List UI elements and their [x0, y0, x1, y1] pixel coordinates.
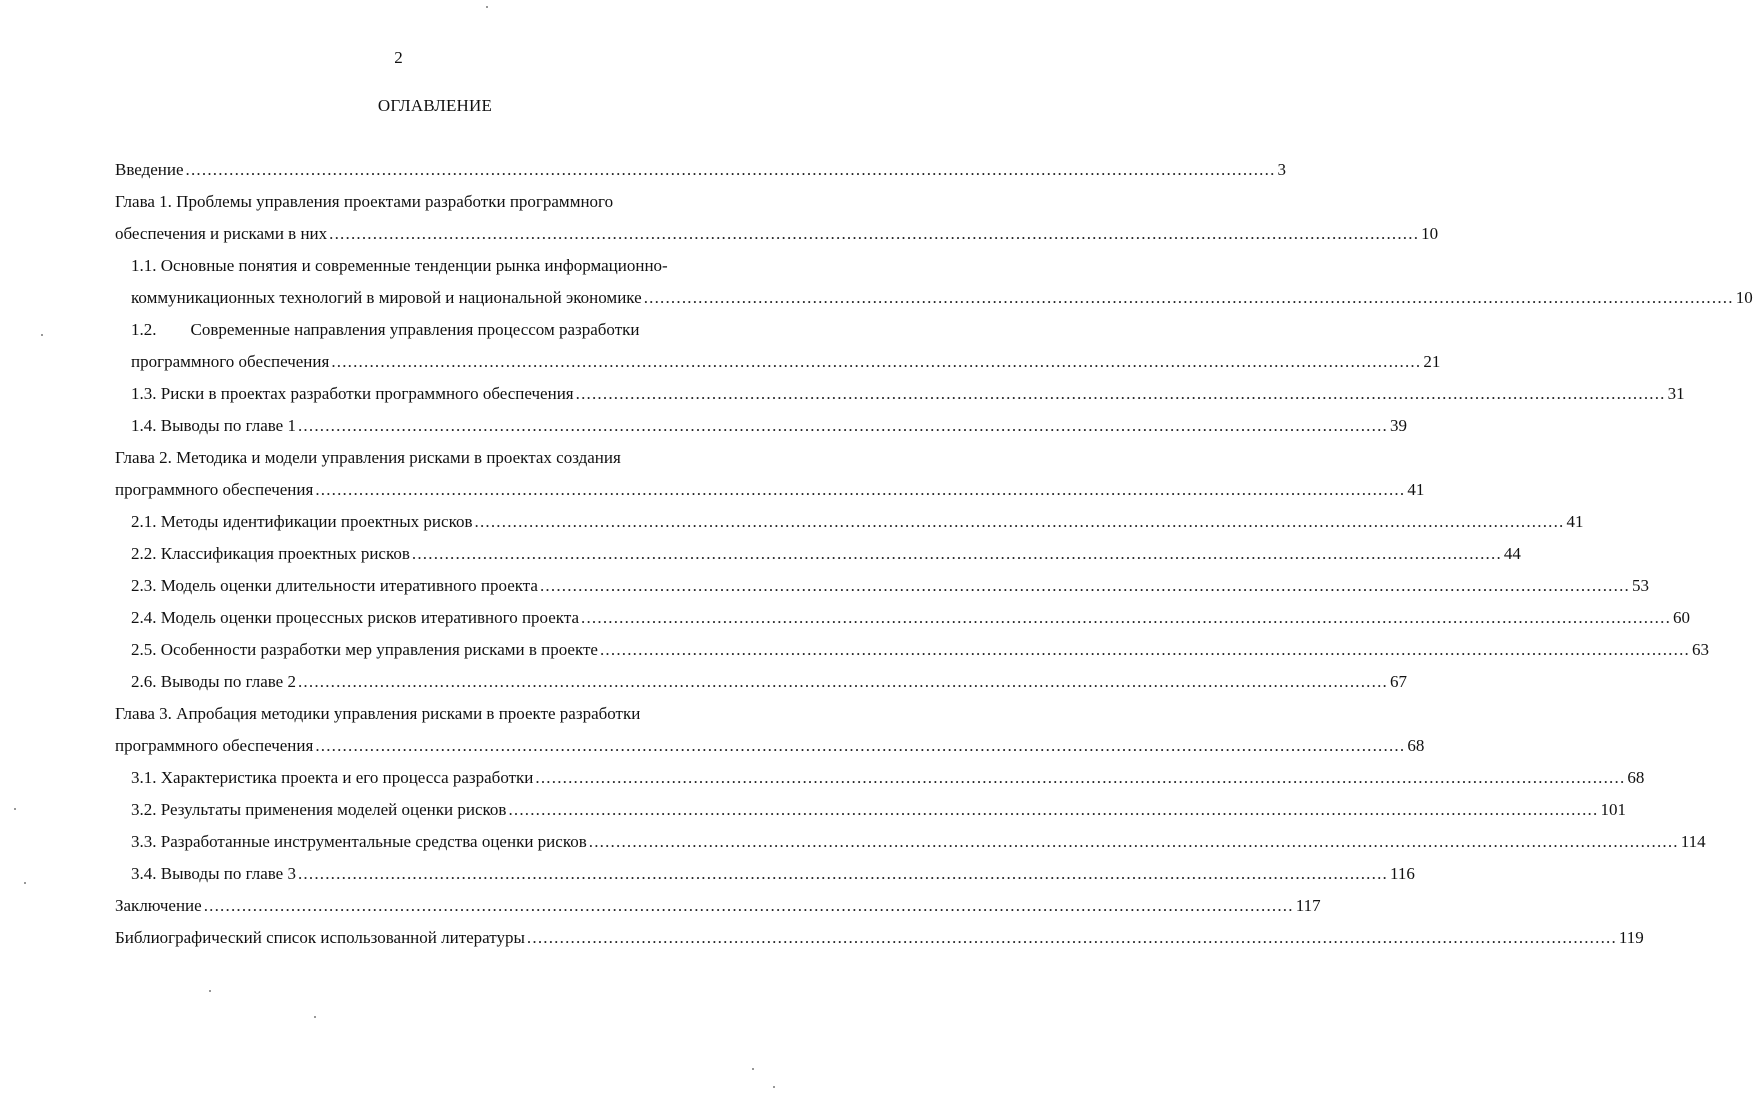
dot-leader: ........................................................................................................................................................................................................ [539, 576, 1630, 595]
toc-page-number: 41 [1566, 512, 1584, 531]
dot-leader: ........................................................................................................................................................................................................ [297, 864, 1388, 883]
toc-entry-text: программного обеспечения [115, 736, 314, 755]
toc-page-number: 41 [1407, 480, 1425, 499]
toc-entry-text: 1.3. Риски в проектах разработки программного обеспечения [131, 384, 574, 403]
toc-entry-text: Глава 2. Методика и модели управления рисками в проектах создания [115, 448, 621, 467]
toc-entry-text: 2.3. Модель оценки длительности итеративного проекта [131, 576, 538, 595]
toc-entry-text: Заключение [115, 896, 202, 915]
toc-entry-text: программного обеспечения [131, 352, 330, 371]
toc-page-number: 119 [1618, 928, 1644, 947]
scan-speck [41, 334, 43, 336]
toc-entry-text: 1.2. Современные направления управления процессом разработки [131, 320, 640, 339]
toc-entry-text: программного обеспечения [115, 480, 314, 499]
dot-leader: ........................................................................................................................................................................................................ [203, 896, 1294, 915]
dot-leader: ........................................................................................................................................................................................................ [315, 736, 1406, 755]
toc-page-number: 68 [1407, 736, 1425, 755]
toc-entry-text: 3.4. Выводы по главе 3 [131, 864, 296, 883]
toc-page-number: 31 [1667, 384, 1685, 403]
toc-page-number: 63 [1691, 640, 1709, 659]
dot-leader: ........................................................................................................................................................................................................ [315, 480, 1406, 499]
toc-page-number: 21 [1423, 352, 1441, 371]
toc-entry-text: 3.1. Характеристика проекта и его процесса разработки [131, 768, 534, 787]
toc-entry-text: обеспечения и рисками в них [115, 224, 328, 243]
toc-entry-text: 2.2. Классификация проектных рисков [131, 544, 410, 563]
toc-entry-text: 3.3. Разработанные инструментальные средства оценки рисков [131, 832, 587, 851]
toc-entry-text: 3.2. Результаты применения моделей оценки рисков [131, 800, 507, 819]
toc-entry-text: Библиографический список использованной литературы [115, 928, 525, 947]
toc-page-number: 39 [1389, 416, 1407, 435]
toc-entry-text: Глава 3. Апробация методики управления рисками в проекте разработки [115, 704, 641, 723]
scan-speck [14, 808, 16, 810]
dot-leader: ........................................................................................................................................................................................................ [297, 672, 1388, 691]
dot-leader: ........................................................................................................................................................................................................ [643, 288, 1734, 307]
scan-speck [24, 882, 26, 884]
toc-page-number: 3 [1277, 160, 1287, 179]
toc-page-number: 10 [1421, 224, 1439, 243]
toc-page-number: 68 [1627, 768, 1645, 787]
dot-leader: ........................................................................................................................................................................................................ [588, 832, 1679, 851]
toc-page-number: 60 [1673, 608, 1691, 627]
dot-leader: ........................................................................................................................................................................................................ [581, 608, 1672, 627]
scan-speck [752, 1068, 754, 1070]
toc-page-number: 117 [1295, 896, 1321, 915]
dot-leader: ........................................................................................................................................................................................................ [575, 384, 1666, 403]
toc-entry-text: 2.4. Модель оценки процессных рисков итеративного проекта [131, 608, 580, 627]
dot-leader: ........................................................................................................................................................................................................ [331, 352, 1422, 371]
dot-leader: ........................................................................................................................................................................................................ [535, 768, 1626, 787]
toc-page-number: 114 [1680, 832, 1706, 851]
toc-entry-text: Глава 1. Проблемы управления проектами разработки программного [115, 192, 614, 211]
dot-leader: ........................................................................................................................................................................................................ [329, 224, 1420, 243]
scan-speck [486, 6, 488, 8]
page-number: 2 [394, 48, 403, 67]
toc-entry-text: 1.1. Основные понятия и современные тенденции рынка информационно- [131, 256, 668, 275]
toc-entry-text: 1.4. Выводы по главе 1 [131, 416, 296, 435]
scan-speck [314, 1016, 316, 1018]
dot-leader: ........................................................................................................................................................................................................ [185, 160, 1276, 179]
toc-page-number: 67 [1389, 672, 1407, 691]
toc-entry-text: 2.1. Методы идентификации проектных рисков [131, 512, 473, 531]
toc-entry-text: Введение [115, 160, 184, 179]
toc-page-number: 44 [1503, 544, 1521, 563]
toc-page-number: 116 [1389, 864, 1415, 883]
dot-leader: ........................................................................................................................................................................................................ [411, 544, 1502, 563]
dot-leader: ........................................................................................................................................................................................................ [508, 800, 1599, 819]
toc-page-number: 10 [1735, 288, 1753, 307]
toc-entry-text: коммуникационных технологий в мировой и национальной экономике [131, 288, 642, 307]
dot-leader: ........................................................................................................................................................................................................ [526, 928, 1617, 947]
toc-entry-text: 2.5. Особенности разработки мер управления рисками в проекте [131, 640, 598, 659]
toc-page-number: 53 [1631, 576, 1649, 595]
scan-speck [209, 990, 211, 992]
dot-leader: ........................................................................................................................................................................................................ [599, 640, 1690, 659]
toc-page-number: 101 [1600, 800, 1626, 819]
toc-entry-text: 2.6. Выводы по главе 2 [131, 672, 296, 691]
scan-speck [773, 1086, 775, 1088]
page-title: ОГЛАВЛЕНИЕ [377, 96, 493, 115]
dot-leader: ........................................................................................................................................................................................................ [474, 512, 1565, 531]
dot-leader: ........................................................................................................................................................................................................ [297, 416, 1388, 435]
